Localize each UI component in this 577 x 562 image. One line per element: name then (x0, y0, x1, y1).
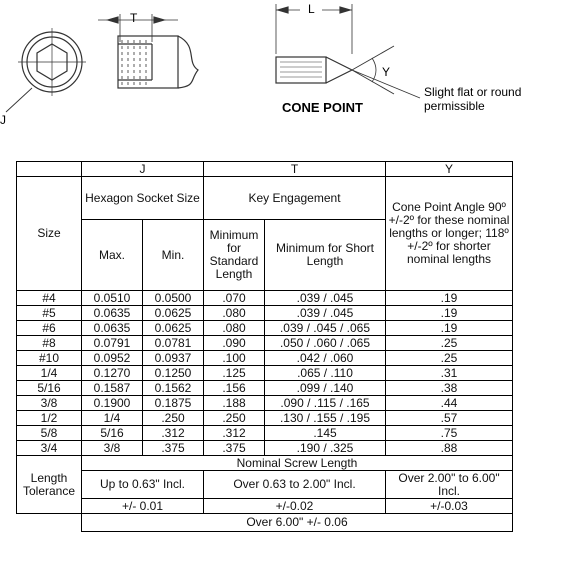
hex-max-cell: 5/16 (82, 426, 143, 441)
size-cell: #4 (17, 291, 82, 306)
table-row (17, 441, 513, 456)
t-standard-cell: .080 (204, 306, 265, 321)
dim-l-label: L (308, 2, 315, 16)
t-standard-cell: .250 (204, 411, 265, 426)
tolerance-1: +/- 0.01 (82, 499, 204, 514)
hex-socket-header: Hexagon Socket Size (82, 177, 204, 220)
t-standard-cell: .188 (204, 396, 265, 411)
hex-max-cell: 0.0952 (82, 351, 143, 366)
size-cell: 1/4 (17, 366, 82, 381)
key-engagement-header: Key Engagement (204, 177, 386, 220)
hex-max-cell: 0.0635 (82, 306, 143, 321)
cone-point-label: CONE POINT (282, 100, 363, 115)
t-standard-cell: .080 (204, 321, 265, 336)
col-j-header: J (82, 162, 204, 177)
over-six-tolerance: Over 6.00" +/- 0.06 (82, 514, 513, 532)
hex-min-cell: 0.0625 (143, 306, 204, 321)
hex-min-cell: 0.0781 (143, 336, 204, 351)
size-header-blank (17, 162, 82, 177)
blank-cell (17, 514, 82, 532)
col-t-header: T (204, 162, 386, 177)
size-cell: 3/4 (17, 441, 82, 456)
end-view-hex-socket (6, 28, 86, 112)
t-short-cell: .039 / .045 (265, 306, 386, 321)
size-cell: 1/2 (17, 411, 82, 426)
size-cell: #10 (17, 351, 82, 366)
t-short-cell: .039 / .045 / .065 (265, 321, 386, 336)
t-standard-cell: .156 (204, 381, 265, 396)
t-short-cell: .090 / .115 / .165 (265, 396, 386, 411)
dim-t-label: T (130, 11, 138, 25)
t-short-cell: .050 / .060 / .065 (265, 336, 386, 351)
size-cell: #5 (17, 306, 82, 321)
set-screw-spec-table (16, 161, 513, 532)
t-standard-cell: .070 (204, 291, 265, 306)
hex-max-cell: 0.1587 (82, 381, 143, 396)
length-range-2: Over 0.63 to 2.00" Incl. (204, 471, 386, 499)
length-range-3: Over 2.00" to 6.00" Incl. (386, 471, 513, 499)
y-cell: .25 (386, 336, 513, 351)
table-row (17, 366, 513, 381)
y-cell: .25 (386, 351, 513, 366)
hex-max-cell: 0.0791 (82, 336, 143, 351)
dim-y-label: Y (382, 65, 391, 79)
max-header: Max. (82, 220, 143, 291)
y-cell: .88 (386, 441, 513, 456)
hex-min-cell: .312 (143, 426, 204, 441)
hex-min-cell: .250 (143, 411, 204, 426)
hex-min-cell: 0.0625 (143, 321, 204, 336)
side-section-view (98, 14, 198, 88)
hex-min-cell: .375 (143, 441, 204, 456)
t-short-cell: .065 / .110 (265, 366, 386, 381)
hex-min-cell: 0.1250 (143, 366, 204, 381)
table-row (17, 321, 513, 336)
table-row (17, 381, 513, 396)
y-cell: .75 (386, 426, 513, 441)
t-short-cell: .130 / .155 / .195 (265, 411, 386, 426)
table-row (17, 291, 513, 306)
dim-j-label: J (0, 113, 6, 127)
hex-min-cell: 0.0500 (143, 291, 204, 306)
t-standard-cell: .375 (204, 441, 265, 456)
hex-max-cell: 0.1900 (82, 396, 143, 411)
t-standard-cell: .100 (204, 351, 265, 366)
y-cell: .57 (386, 411, 513, 426)
note-line-1: Slight flat or round (424, 85, 522, 99)
note-line-2: permissible (424, 99, 485, 113)
col-y-header: Y (386, 162, 513, 177)
t-short-cell: .190 / .325 (265, 441, 386, 456)
table-row (17, 336, 513, 351)
y-cell: .19 (386, 291, 513, 306)
t-standard-cell: .125 (204, 366, 265, 381)
t-standard-cell: .312 (204, 426, 265, 441)
hex-max-cell: 0.0635 (82, 321, 143, 336)
table-row (17, 306, 513, 321)
hex-min-cell: 0.1562 (143, 381, 204, 396)
table-row (17, 351, 513, 366)
t-standard-cell: .090 (204, 336, 265, 351)
length-tolerance-label: Length Tolerance (17, 456, 82, 514)
min-standard-header: Minimum for Standard Length (204, 220, 265, 291)
y-cell: .31 (386, 366, 513, 381)
size-cell: 5/16 (17, 381, 82, 396)
y-cell: .44 (386, 396, 513, 411)
size-cell: 3/8 (17, 396, 82, 411)
nominal-screw-length-header: Nominal Screw Length (82, 456, 513, 471)
set-screw-drawing (0, 0, 577, 140)
min-header: Min. (143, 220, 204, 291)
length-range-1: Up to 0.63" Incl. (82, 471, 204, 499)
t-short-cell: .039 / .045 (265, 291, 386, 306)
tolerance-3: +/-0.03 (386, 499, 513, 514)
y-cell: .38 (386, 381, 513, 396)
y-cell: .19 (386, 306, 513, 321)
tolerance-2: +/-0.02 (204, 499, 386, 514)
table-row (17, 426, 513, 441)
hex-max-cell: 0.0510 (82, 291, 143, 306)
hex-max-cell: 3/8 (82, 441, 143, 456)
t-short-cell: .145 (265, 426, 386, 441)
hex-max-cell: 1/4 (82, 411, 143, 426)
min-short-header: Minimum for Short Length (265, 220, 386, 291)
size-cell: #6 (17, 321, 82, 336)
hex-max-cell: 0.1270 (82, 366, 143, 381)
t-short-cell: .099 / .140 (265, 381, 386, 396)
hex-min-cell: 0.0937 (143, 351, 204, 366)
size-cell: #8 (17, 336, 82, 351)
cone-point-angle-header: Cone Point Angle 90º +/-2º for these nominal lengths or longer; 118º +/-2º for shorter nominal lengths (386, 177, 513, 291)
table-row (17, 411, 513, 426)
size-header: Size (17, 177, 82, 291)
size-cell: 5/8 (17, 426, 82, 441)
y-cell: .19 (386, 321, 513, 336)
t-short-cell: .042 / .060 (265, 351, 386, 366)
table-row (17, 396, 513, 411)
hex-min-cell: 0.1875 (143, 396, 204, 411)
cone-point-view (276, 4, 420, 98)
